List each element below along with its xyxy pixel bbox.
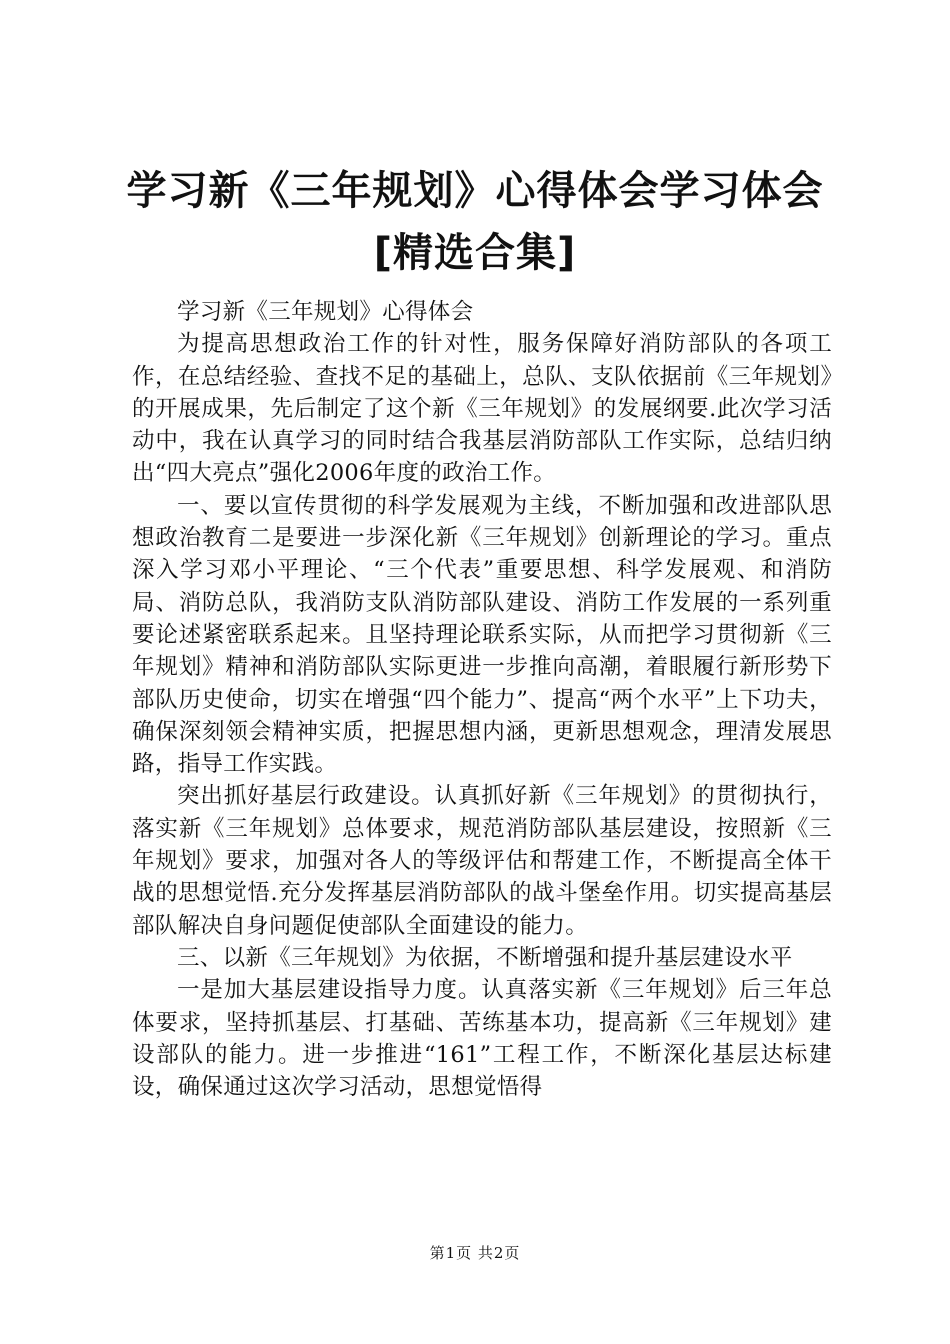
section-heading: 三、以新《三年规划》为依据，不断增强和提升基层建设水平 [177, 944, 793, 971]
body-paragraph: 一是加大基层建设指导力度。认真落实新《三年规划》后三年总体要求，坚持抓基层、打基础、苦练基本功，提高新《三年规划》建设部队的能力。进一步推进“161”工程工作，不断深化基层达标建设，确保通过这次学习活动，思想觉悟得 [132, 977, 832, 1101]
body-paragraph: 为提高思想政治工作的针对性，服务保障好消防部队的各项工作，在总结经验、查找不足的基础上，总队、支队依据前《三年规划》的开展成果，先后制定了这个新《三年规划》的发展纲要.此次学习活动中，我在认真学习的同时结合我基层消防部队工作实际，总结归纳出“四大亮点”强化2006年度的政治工作。 [132, 331, 832, 487]
body-paragraph: 一、要以宣传贯彻的科学发展观为主线，不断加强和改进部队思想政治教育二是要进一步深化新《三年规划》创新理论的学习。重点深入学习邓小平理论、“三个代表”重要思想、科学发展观、和消防局、消防总队，我消防支队消防部队建设、消防工作发展的一系列重要论述紧密联系起来。且坚持理论联系实际，从而把学习贯彻新《三年规划》精神和消防部队实际更进一步推向高潮，着眼履行新形势下部队历史使命，切实在增强“四个能力”、提高“两个水平”上下功夫，确保深刻领会精神实质，把握思想内涵，更新思想观念，理清发展思路，指导工作实践。 [132, 492, 832, 778]
body-paragraph: 突出抓好基层行政建设。认真抓好新《三年规划》的贯彻执行，落实新《三年规划》总体要求，规范消防部队基层建设，按照新《三年规划》要求，加强对各人的等级评估和帮建工作，不断提高全体干战的思想觉悟.充分发挥基层消防部队的战斗堡垒作用。切实提高基层部队解决自身问题促使部队全面建设的能力。 [132, 783, 832, 939]
page-footer: 第1页 共2页 [429, 1244, 521, 1262]
document-title: 学习新《三年规划》心得体会学习体会[精选合集] [126, 168, 824, 276]
document-body [132, 296, 832, 1103]
subtitle-paragraph: 学习新《三年规划》心得体会 [177, 299, 474, 325]
